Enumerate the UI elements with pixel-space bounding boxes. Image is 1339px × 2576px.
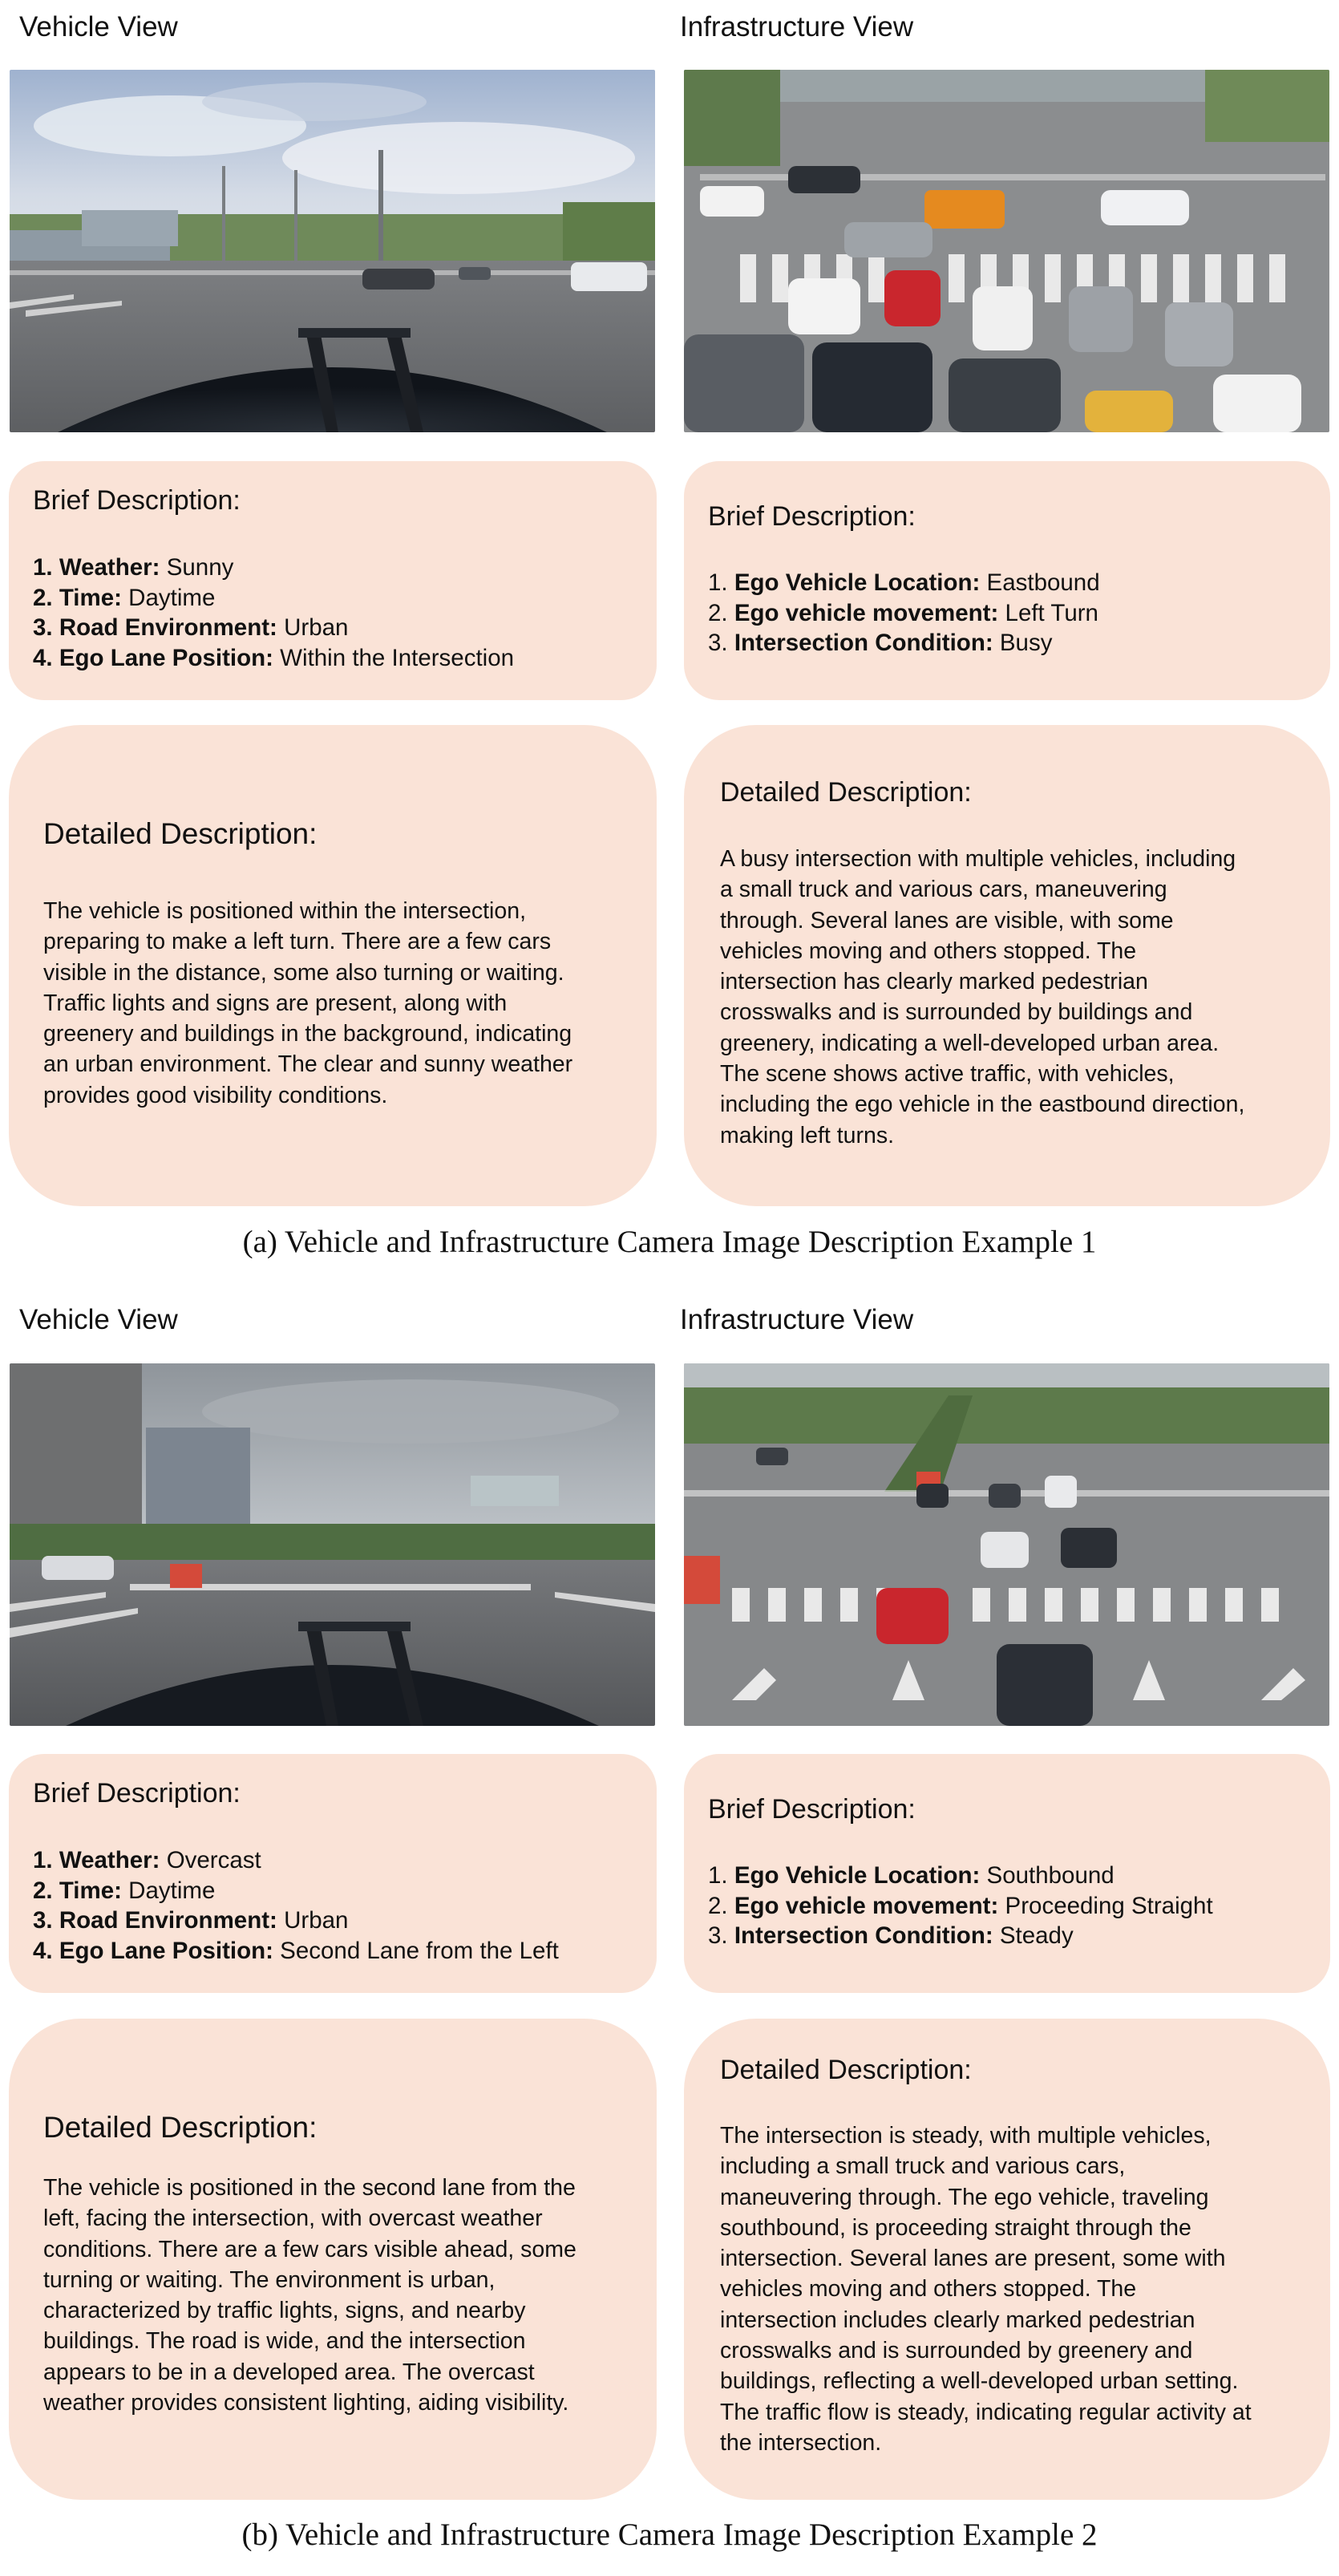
- vehicle-brief-list: [33, 1845, 559, 1966]
- list-item: 3. Intersection Condition: Steady: [708, 1922, 1074, 1949]
- list-item-value: Left Turn: [1005, 599, 1098, 626]
- vehicle-camera-image: [10, 70, 655, 432]
- list-item-value: Steady: [999, 1922, 1074, 1949]
- list-item: [33, 643, 514, 674]
- figure-caption-a: (a) Vehicle and Infrastructure Camera Image Description Example 1: [242, 1225, 1097, 1259]
- list-item-key: 3. Road Environment:: [33, 614, 277, 641]
- list-item-value: Sunny: [166, 554, 234, 581]
- infrastructure-brief-list: [708, 1861, 1213, 1951]
- list-item-value: Urban: [284, 1907, 349, 1934]
- list-item-key: Ego vehicle movement:: [734, 1892, 999, 1919]
- infrastructure-camera-image: [684, 70, 1329, 432]
- list-item: 1. Ego Vehicle Location: Eastbound: [708, 569, 1100, 596]
- list-item-key: Ego Vehicle Location:: [734, 569, 981, 596]
- vehicle-view-title: Vehicle View: [19, 1304, 178, 1335]
- infrastructure-detailed-text: A busy intersection with multiple vehicles, including a small truck and various cars, maneuvering through. Several lanes are visible, with some vehicles moving and others stopped. The intersection has clearly marked pedestrian crosswalks and is surrounded by buildings and greenery, indicating a well-developed urban area. The scene shows active traffic, with vehicles, including the ego vehicle in the eastbound direction, making left turns.: [720, 846, 1245, 1148]
- figure-caption-b: (b) Vehicle and Infrastructure Camera Image Description Example 2: [241, 2517, 1098, 2552]
- infrastructure-brief-description-card: [684, 461, 1330, 700]
- infrastructure-brief-heading: Brief Description:: [708, 1794, 916, 1825]
- infrastructure-detailed-description-card: [684, 725, 1330, 1206]
- list-item: 2. Ego vehicle movement: Left Turn: [708, 599, 1098, 626]
- infrastructure-camera-image: [684, 1363, 1329, 1726]
- infrastructure-view-title: Infrastructure View: [680, 11, 914, 43]
- list-item-key: 4. Ego Lane Position:: [33, 1937, 273, 1964]
- list-item-value: Urban: [284, 614, 349, 641]
- list-item-key: Intersection Condition:: [734, 630, 993, 656]
- vehicle-camera-image: [10, 1363, 655, 1726]
- list-item-value: Southbound: [986, 1862, 1114, 1889]
- vehicle-detailed-heading: Detailed Description:: [43, 817, 318, 850]
- list-item-key: 3. Road Environment:: [33, 1907, 277, 1934]
- vehicle-detailed-heading: Detailed Description:: [43, 2111, 318, 2144]
- infrastructure-brief-description-card: [684, 1754, 1330, 1993]
- vehicle-brief-description-card: [9, 1754, 657, 1993]
- list-item-value: Eastbound: [986, 569, 1100, 596]
- list-item: [33, 583, 514, 614]
- vehicle-detailed-text: The vehicle is positioned within the intersection, preparing to make a left turn. There are a few cars visible in the distance, some also turning or waiting. Traffic lights and signs are present, along with greenery and buildings in the background, indicating an urban environment. The clear and sunny weather provides good visibility conditions.: [43, 898, 573, 1108]
- vehicle-brief-heading: Brief Description:: [33, 485, 241, 516]
- list-item-key: 4. Ego Lane Position:: [33, 644, 273, 671]
- list-item-key: 1. Weather:: [33, 554, 160, 581]
- list-item-value: Daytime: [128, 1877, 216, 1904]
- vehicle-detailed-description-card: [9, 2019, 657, 2500]
- vehicle-brief-description-card: [9, 461, 657, 700]
- list-item-key: 2. Time:: [33, 1877, 122, 1904]
- list-item-key: Ego vehicle movement:: [734, 599, 999, 626]
- list-item: 3. Intersection Condition: Busy: [708, 630, 1053, 656]
- vehicle-view-title: Vehicle View: [19, 11, 178, 43]
- vehicle-detailed-text: The vehicle is positioned in the second lane from the left, facing the intersection, with overcast weather conditions. There are a few cars visible ahead, some turning or waiting. The environment is urban, characterized by traffic lights, signs, and nearby buildings. The road is wide, and the intersection appears to be in a developed area. The overcast weather provides consistent lighting, aiding visibility.: [43, 2175, 576, 2416]
- list-item-key: Intersection Condition:: [734, 1922, 993, 1949]
- infrastructure-view-title: Infrastructure View: [680, 1304, 914, 1335]
- list-item: [33, 613, 514, 643]
- infrastructure-brief-heading: Brief Description:: [708, 501, 916, 532]
- list-item-value: Within the Intersection: [280, 644, 515, 671]
- list-item: [33, 1936, 559, 1966]
- vehicle-brief-heading: Brief Description:: [33, 1778, 241, 1808]
- list-item-key: 1. Weather:: [33, 1847, 160, 1873]
- list-item: [33, 1906, 559, 1936]
- list-item-value: Daytime: [128, 584, 216, 611]
- infrastructure-detailed-description-card: [684, 2019, 1330, 2500]
- list-item: [33, 1845, 559, 1876]
- infrastructure-detailed-text: The intersection is steady, with multiple vehicles, including a small truck and various cars, maneuvering through. The ego vehicle, traveling southbound, is proceeding straight through the intersection. Several lanes are present, some with vehicles moving and others stopped. The intersection includes clearly marked pedestrian crosswalks and is surrounded by greenery and buildings, reflecting a well-developed urban setting. The traffic flow is steady, indicating regular activity at the intersection.: [720, 2123, 1252, 2456]
- list-item-value: Overcast: [166, 1847, 261, 1873]
- list-item-key: Ego Vehicle Location:: [734, 1862, 981, 1889]
- list-item-value: Second Lane from the Left: [280, 1937, 559, 1964]
- list-item: [33, 553, 514, 583]
- infrastructure-detailed-heading: Detailed Description:: [720, 2055, 972, 2085]
- list-item: 2. Ego vehicle movement: Proceeding Straight: [708, 1892, 1213, 1919]
- vehicle-brief-list: [33, 553, 514, 673]
- infrastructure-brief-list: [708, 568, 1100, 658]
- list-item-key: 2. Time:: [33, 584, 122, 611]
- list-item-value: Busy: [999, 630, 1053, 656]
- list-item: [33, 1876, 559, 1906]
- infrastructure-detailed-heading: Detailed Description:: [720, 777, 972, 808]
- list-item: 1. Ego Vehicle Location: Southbound: [708, 1862, 1114, 1889]
- list-item-value: Proceeding Straight: [1005, 1892, 1213, 1919]
- vehicle-detailed-description-card: [9, 725, 657, 1206]
